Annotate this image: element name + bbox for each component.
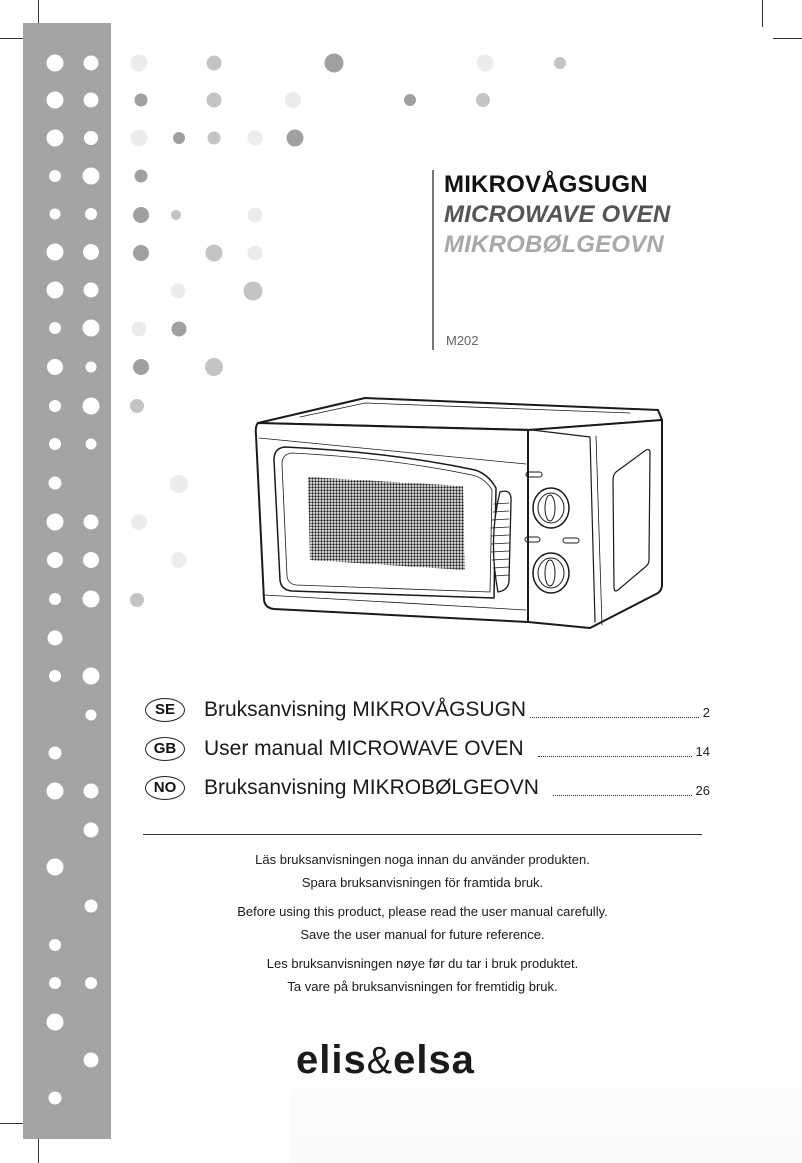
decorative-dot xyxy=(47,359,63,375)
toc-page-number: 26 xyxy=(695,783,710,798)
crop-mark xyxy=(773,38,802,39)
decorative-dot xyxy=(49,438,61,450)
decorative-dot xyxy=(170,475,188,493)
language-badge-gb: GB xyxy=(145,737,185,761)
notice-line: Ta vare på bruksanvisningen for fremtidig bruk. xyxy=(287,979,558,994)
toc-entry-label: Bruksanvisning MIKROVÅGSUGN xyxy=(204,697,527,721)
decorative-dot xyxy=(49,400,61,412)
decorative-dot xyxy=(171,210,181,220)
notice-line: Save the user manual for future reference. xyxy=(300,927,545,942)
decorative-dot xyxy=(83,591,100,608)
decorative-dot xyxy=(49,322,61,334)
microwave-oven-illustration xyxy=(230,390,670,630)
notice-line: Läs bruksanvisningen noga innan du använder produkten. xyxy=(255,852,590,867)
notice-line: Les bruksanvisningen nøye før du tar i bruk produktet. xyxy=(266,956,579,971)
decorative-dot xyxy=(133,245,149,261)
language-badge-no: NO xyxy=(145,776,185,800)
decorative-dot xyxy=(86,710,97,721)
decorative-dot xyxy=(131,130,148,147)
decorative-dot xyxy=(84,131,98,145)
decorative-dot xyxy=(248,246,263,261)
decorative-dot xyxy=(47,514,64,531)
title-english: MICROWAVE OVEN xyxy=(444,201,671,228)
toc-entry-no[interactable] xyxy=(145,768,710,807)
notice-english xyxy=(143,900,702,946)
title-swedish: MIKROVÅGSUGN xyxy=(444,171,648,198)
decorative-dot xyxy=(84,823,99,838)
decorative-dot xyxy=(208,132,221,145)
decorative-dot xyxy=(130,593,144,607)
decorative-dot xyxy=(554,57,566,69)
decorative-dot xyxy=(84,1053,99,1068)
decorative-dot xyxy=(476,93,490,107)
decorative-dot xyxy=(85,977,97,989)
decorative-dot xyxy=(49,939,61,951)
dot-leader xyxy=(538,742,692,757)
decorative-dot xyxy=(285,92,301,108)
decorative-dot xyxy=(47,55,64,72)
decorative-dot xyxy=(132,322,147,337)
dot-leader xyxy=(530,703,699,718)
decorative-dot xyxy=(84,515,99,530)
decorative-gray-strip xyxy=(23,23,111,1139)
decorative-dot xyxy=(47,552,63,568)
decorative-dot xyxy=(325,54,344,73)
language-badge-se: SE xyxy=(145,698,185,722)
decorative-dot xyxy=(49,977,61,989)
decorative-dot xyxy=(131,514,147,530)
divider-line xyxy=(143,834,702,835)
notice-line: Spara bruksanvisningen för framtida bruk. xyxy=(301,875,544,890)
title-norwegian: MIKROBØLGEOVN xyxy=(444,231,664,258)
decorative-dot xyxy=(207,56,222,71)
decorative-dot xyxy=(171,552,187,568)
decorative-dot xyxy=(171,284,186,299)
decorative-dot xyxy=(130,399,144,413)
toc-entry-label: User manual MICROWAVE OVEN xyxy=(204,736,524,760)
decorative-dot xyxy=(205,358,223,376)
decorative-dot xyxy=(207,93,222,108)
decorative-dot xyxy=(49,747,62,760)
decorative-dot xyxy=(49,593,61,605)
decorative-dot xyxy=(135,94,148,107)
decorative-dot xyxy=(206,245,223,262)
decorative-dot xyxy=(248,131,263,146)
decorative-dot xyxy=(404,94,416,106)
decorative-dot xyxy=(133,359,149,375)
decorative-dot xyxy=(84,283,99,298)
decorative-dot xyxy=(173,132,185,144)
brand-logo xyxy=(296,1038,475,1083)
notice-line: Before using this product, please read the user manual carefully. xyxy=(237,904,608,919)
decorative-dot xyxy=(131,55,148,72)
decorative-dot xyxy=(83,244,99,260)
decorative-dot xyxy=(248,208,263,223)
decorative-dot xyxy=(47,1014,64,1031)
crop-mark xyxy=(762,0,763,27)
decorative-dot xyxy=(49,477,62,490)
decorative-dot xyxy=(133,207,149,223)
notice-swedish xyxy=(143,848,702,894)
decorative-dot xyxy=(83,168,100,185)
decorative-dot xyxy=(50,209,61,220)
decorative-dot xyxy=(47,130,64,147)
brand-logo-ampersand: & xyxy=(366,1040,394,1082)
decorative-dot xyxy=(287,130,304,147)
brand-logo-part: elis xyxy=(296,1038,367,1082)
decorative-dot xyxy=(49,170,61,182)
crop-mark xyxy=(38,1135,39,1163)
decorative-dot xyxy=(84,784,99,799)
model-number: M202 xyxy=(446,333,479,348)
decorative-dot xyxy=(477,55,494,72)
decorative-dot xyxy=(172,322,187,337)
decorative-dot xyxy=(135,170,148,183)
dot-leader xyxy=(553,781,692,796)
toc-entry-gb[interactable] xyxy=(145,729,710,768)
decorative-dot xyxy=(86,362,97,373)
decorative-dot xyxy=(85,208,97,220)
decorative-dot xyxy=(47,859,64,876)
decorative-dot xyxy=(47,282,64,299)
decorative-dot xyxy=(49,1092,62,1105)
decorative-dot xyxy=(86,439,97,450)
title-block xyxy=(432,170,670,350)
decorative-dot xyxy=(85,900,98,913)
decorative-dot xyxy=(47,92,64,109)
decorative-dot xyxy=(84,56,99,71)
decorative-dot xyxy=(48,631,63,646)
notice-norwegian xyxy=(143,952,702,998)
decorative-dot xyxy=(83,552,99,568)
decorative-dot xyxy=(49,670,61,682)
toc-entry-se[interactable] xyxy=(145,690,710,729)
toc-page-number: 2 xyxy=(702,705,710,720)
table-of-contents xyxy=(145,690,710,807)
decorative-dot xyxy=(83,320,100,337)
decorative-dot xyxy=(47,783,64,800)
decorative-dot xyxy=(83,668,100,685)
decorative-dot xyxy=(84,93,99,108)
toc-entry-label: Bruksanvisning MIKROBØLGEOVN xyxy=(204,775,539,799)
decorative-dot xyxy=(47,244,64,261)
brand-logo-part: elsa xyxy=(393,1038,475,1082)
read-manual-notice xyxy=(143,848,702,1004)
decorative-dot xyxy=(244,282,263,301)
decorative-dot xyxy=(83,398,100,415)
toc-page-number: 14 xyxy=(695,744,710,759)
